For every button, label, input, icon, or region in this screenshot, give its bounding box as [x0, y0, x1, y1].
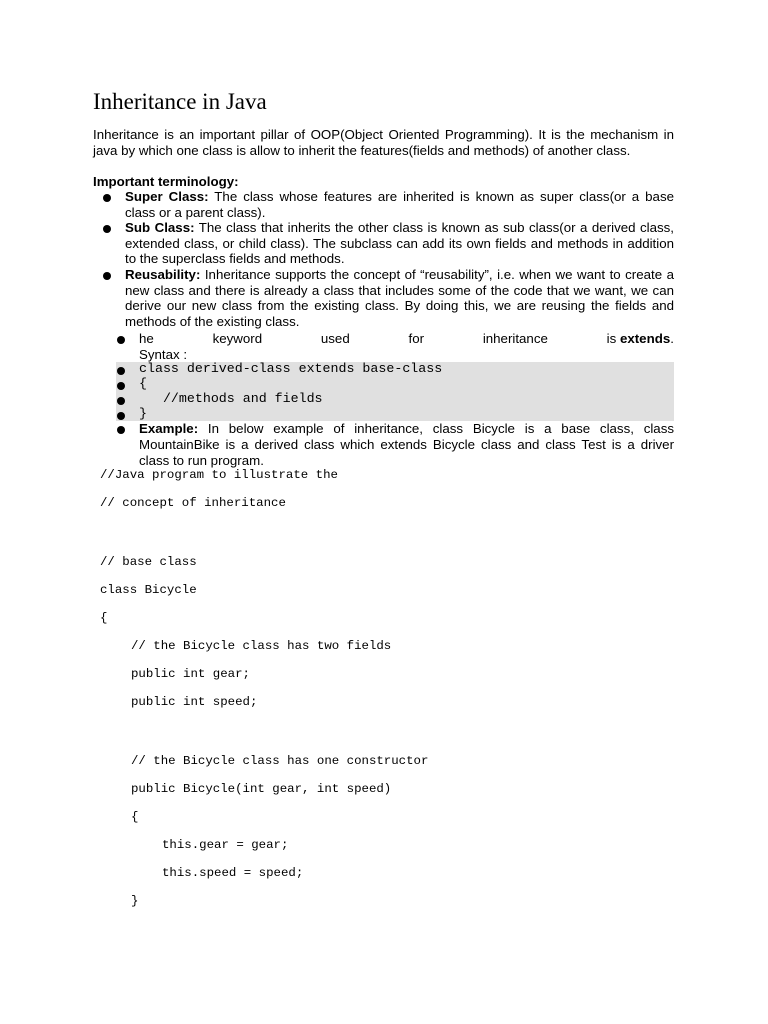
term-description: The class that inherits the other class is known as sub class(or a derived class, extended class, or child class). The subclass can add its own fields and methods in addition to the superclass fields and methods.: [125, 220, 674, 267]
terminology-heading: Important terminology:: [93, 174, 239, 189]
keyword-is: is: [606, 331, 617, 346]
keyword-word: used: [320, 331, 350, 346]
code-line: // concept of inheritance: [100, 496, 286, 510]
example-item: [116, 421, 674, 468]
code-line: public Bicycle(int gear, int speed): [131, 782, 392, 796]
syntax-code-line: class derived-class extends base-class: [116, 362, 674, 377]
keyword-item: [116, 331, 674, 362]
keyword-extends: extends: [619, 331, 671, 346]
code-line: class Bicycle: [100, 583, 197, 597]
syntax-code-line: //methods and fields: [116, 392, 674, 407]
code-line: this.speed = speed;: [162, 866, 304, 880]
syntax-list: [116, 331, 674, 468]
java-code-block: [100, 467, 680, 921]
term-description: Inheritance supports the concept of “reusability”, i.e. when we want to create a new class and there is already a class that includes some of the code that we want, we can derive our new class from the existing class. By doing this, we are reusing the fields and methods of the existing class.: [125, 266, 674, 329]
code-line-blank: [100, 523, 680, 554]
keyword-phrase: [607, 331, 674, 347]
term-label: Example:: [139, 421, 199, 437]
term-label: Super Class:: [125, 189, 209, 204]
keyword-sentence: [139, 331, 674, 347]
code-line: {: [131, 810, 139, 824]
keyword-word: inheritance: [482, 331, 548, 346]
code-line: public int speed;: [131, 695, 258, 709]
syntax-code-line: {: [116, 377, 674, 392]
keyword-word: he: [139, 331, 154, 346]
code-line: // the Bicycle class has two fields: [131, 639, 392, 653]
term-description: The class whose features are inherited is known as super class(or a base class or a parent class).: [125, 189, 674, 220]
code-line: {: [100, 611, 108, 625]
code-line: // the Bicycle class has one constructor: [131, 754, 429, 768]
code-line: }: [131, 894, 139, 908]
term-label: Sub Class:: [125, 220, 195, 236]
code-line: public int gear;: [131, 667, 250, 681]
terminology-list: [93, 189, 674, 329]
terminology-item-super-class: [93, 189, 674, 220]
code-line: // base class: [100, 555, 197, 569]
keyword-word: for: [408, 331, 425, 346]
page-title: Inheritance in Java: [93, 89, 267, 114]
term-label: Reusability:: [125, 266, 201, 282]
terminology-item-reusability: [93, 267, 674, 329]
terminology-item-sub-class: [93, 220, 674, 267]
code-line-blank: [100, 722, 680, 753]
example-description: In below example of inheritance, class Bicycle is a base class, class MountainBike is a derived class which extends Bicycle class and class Test is a driver class to run program.: [139, 421, 674, 468]
keyword-period: .: [670, 331, 674, 346]
code-line: this.gear = gear;: [162, 838, 289, 852]
syntax-code-line: }: [116, 407, 674, 422]
intro-paragraph: Inheritance is an important pillar of OOP(Object Oriented Programming). It is the mechanism in java by which one class is allow to inherit the features(fields and methods) of another class.: [93, 127, 674, 158]
code-line: //Java program to illustrate the: [100, 468, 338, 482]
syntax-label: Syntax :: [139, 346, 188, 362]
keyword-word: keyword: [212, 331, 263, 346]
